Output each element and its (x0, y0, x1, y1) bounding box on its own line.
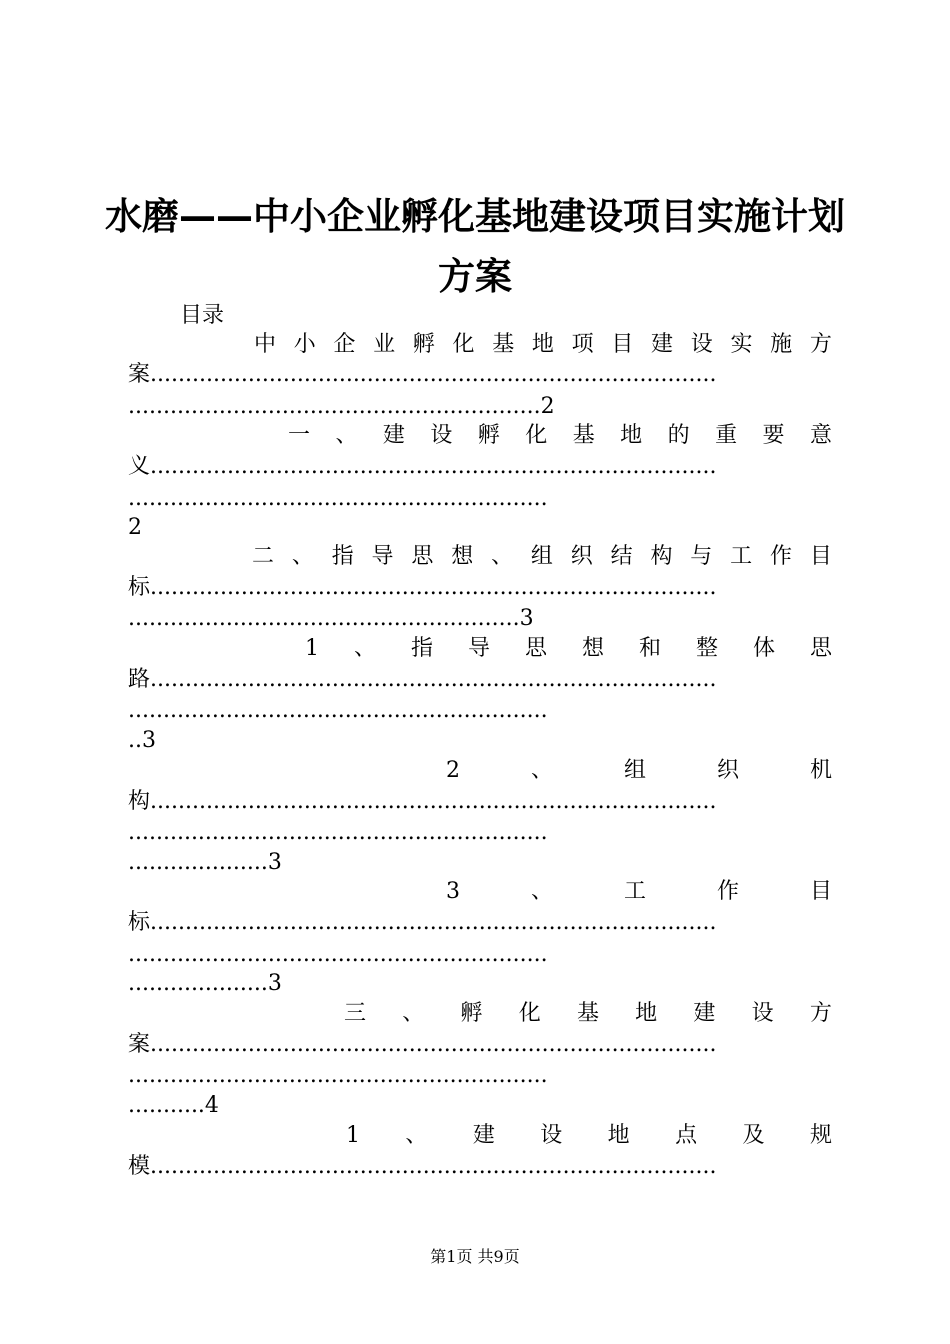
toc-entry-cont: 标 (128, 575, 151, 600)
toc-entry-title[interactable] (346, 1121, 832, 1151)
toc-entry-page: ....................3 (128, 850, 282, 875)
toc-entry-char: 设 (751, 1001, 774, 1026)
toc-entry-char: 化 (452, 332, 475, 357)
toc-entry-continuation (128, 573, 832, 603)
toc-entry-page: ....................3 (128, 971, 282, 996)
toc-entry-char: 一 (288, 423, 311, 448)
toc-entry-continuation (128, 1030, 832, 1060)
toc-entry-char: 建 (382, 423, 405, 448)
dot-leader: ...........................................................2 (128, 394, 555, 419)
toc-entry-char: 方 (809, 1001, 832, 1026)
toc-entry-char: 化 (525, 423, 548, 448)
toc-entry-char: 设 (540, 1123, 563, 1148)
toc-entry-char: 设 (430, 423, 453, 448)
toc-entry-char: 和 (638, 636, 661, 661)
dot-leader: ........................................................3 (128, 606, 534, 631)
dot-leader: ................................................................................. (150, 910, 717, 935)
toc-entry-cont: 构 (128, 789, 151, 814)
toc-entry-char: 地 (620, 423, 643, 448)
toc-entry-char: 、 (402, 1001, 425, 1026)
toc-entry-char: 重 (715, 423, 738, 448)
toc-entry-char: 设 (690, 332, 713, 357)
toc-entry-char: 实 (730, 332, 753, 357)
toc-heading: 目录 (180, 303, 225, 328)
toc-entry-char: 思 (411, 544, 434, 569)
toc-entry-page: ..3 (128, 728, 156, 753)
toc-entry-char: 地 (635, 1001, 658, 1026)
document-title-line2: 方案 (438, 255, 512, 298)
toc-entry-leader-line (128, 818, 832, 848)
toc-entry-continuation (128, 665, 832, 695)
toc-entry-char: 思 (809, 636, 832, 661)
toc-entry-char: 点 (675, 1123, 698, 1148)
toc-entry-title[interactable] (344, 999, 832, 1029)
toc-entry-char: 指 (331, 544, 354, 569)
toc-entry-char: 3 (446, 879, 460, 904)
toc-entry-char: 孵 (412, 332, 435, 357)
toc-entry-title[interactable] (446, 877, 832, 907)
dot-leader: ................................................................................. (150, 1154, 717, 1179)
toc-entry-char: 要 (762, 423, 785, 448)
toc-entry-char: 、 (353, 636, 376, 661)
toc-entry-char: 工 (623, 879, 646, 904)
toc-entry-leader-line (128, 484, 832, 514)
toc-entry-char: 的 (667, 423, 690, 448)
toc-entry-page: ...........4 (128, 1093, 219, 1118)
toc-entry-char: 组 (530, 544, 553, 569)
toc-entry-char: 1 (346, 1123, 360, 1148)
toc-entry-char: 建 (693, 1001, 716, 1026)
toc-entry-char: 孵 (477, 423, 500, 448)
toc-entry-continuation (128, 360, 832, 390)
toc-entry-char: 2 (446, 758, 460, 783)
toc-entry-char: 建 (651, 332, 674, 357)
toc-entry-char: 目 (809, 544, 832, 569)
toc-entry-leader-line (128, 696, 832, 726)
toc-entry-char: 地 (607, 1123, 630, 1148)
toc-entry-leader-line (128, 604, 832, 634)
document-title-line1: 水磨——中小企业孵化基地建设项目实施计划 (105, 195, 845, 238)
toc-entry-char: 构 (650, 544, 673, 569)
toc-entry-char: 作 (716, 879, 739, 904)
toc-entry-char: 、 (530, 879, 553, 904)
toc-entry-char: 作 (769, 544, 792, 569)
page-footer: 第1页 共9页 (430, 1247, 520, 1266)
toc-entry-char: 导 (371, 544, 394, 569)
toc-entry-continuation (128, 1152, 832, 1182)
toc-entry-char: 企 (333, 332, 356, 357)
toc-entry-char: 体 (752, 636, 775, 661)
dot-leader: ............................................................ (128, 942, 548, 967)
toc-entry-char: 基 (572, 423, 595, 448)
toc-entry-title[interactable] (254, 330, 832, 360)
toc-entry-char: 指 (410, 636, 433, 661)
dot-leader: ............................................................ (128, 698, 548, 723)
toc-entry-title[interactable] (446, 756, 832, 786)
toc-entry-leader-line (128, 1061, 832, 1091)
toc-entry-cont: 模 (128, 1154, 151, 1179)
toc-entry-char: 业 (373, 332, 396, 357)
dot-leader: ................................................................................. (150, 454, 717, 479)
toc-entry-char: 基 (576, 1001, 599, 1026)
toc-entry-continuation (128, 452, 832, 482)
dot-leader: ................................................................................. (150, 1032, 717, 1057)
toc-entry-char: 项 (571, 332, 594, 357)
toc-entry-char: 、 (291, 544, 314, 569)
toc-entry-leader-line (128, 392, 832, 422)
toc-entry-char: 整 (695, 636, 718, 661)
toc-entry-char: 织 (570, 544, 593, 569)
toc-entry-cont: 案 (128, 1032, 151, 1057)
toc-entry-char: 织 (716, 758, 739, 783)
toc-entry-char: 规 (809, 1123, 832, 1148)
toc-entry-char: 工 (730, 544, 753, 569)
toc-entry-char: 孵 (460, 1001, 483, 1026)
toc-entry-char: 、 (405, 1123, 428, 1148)
toc-entry-char: 及 (742, 1123, 765, 1148)
dot-leader: ................................................................................. (150, 362, 717, 387)
toc-entry-char: 方 (809, 332, 832, 357)
toc-entry-title[interactable] (305, 634, 832, 664)
dot-leader: ................................................................................. (150, 667, 717, 692)
toc-entry-continuation (128, 787, 832, 817)
toc-entry-char: 想 (451, 544, 474, 569)
toc-entry-cont: 标 (128, 910, 151, 935)
toc-entry-char: 二 (252, 544, 275, 569)
toc-entry-continuation (128, 908, 832, 938)
toc-entry-char: 想 (581, 636, 604, 661)
dot-leader: ............................................................ (128, 486, 548, 511)
toc-entry-title[interactable] (288, 421, 832, 451)
dot-leader: ................................................................................. (150, 575, 717, 600)
toc-entry-char: 意 (809, 423, 832, 448)
toc-entry-char: 小 (293, 332, 316, 357)
toc-entry-char: 目 (809, 879, 832, 904)
toc-entry-char: 1 (305, 636, 319, 661)
toc-entry-char: 、 (491, 544, 514, 569)
toc-entry-char: 组 (623, 758, 646, 783)
toc-entry-cont: 义 (128, 454, 151, 479)
toc-entry-char: 基 (492, 332, 515, 357)
toc-entry-char: 三 (344, 1001, 367, 1026)
toc-entry-char: 与 (690, 544, 713, 569)
dot-leader: ............................................................ (128, 820, 548, 845)
toc-entry-page: 2 (128, 515, 142, 540)
toc-entry-char: 、 (335, 423, 358, 448)
toc-entry-char: 地 (531, 332, 554, 357)
toc-entry-char: 导 (467, 636, 490, 661)
toc-entry-char: 中 (254, 332, 277, 357)
toc-entry-cont: 路 (128, 667, 151, 692)
toc-entry-cont: 案 (128, 362, 151, 387)
toc-entry-char: 思 (524, 636, 547, 661)
toc-entry-char: 机 (809, 758, 832, 783)
toc-entry-char: 结 (610, 544, 633, 569)
toc-entry-title[interactable] (252, 542, 832, 572)
toc-entry-leader-line (128, 940, 832, 970)
toc-entry-char: 目 (611, 332, 634, 357)
toc-entry-char: 、 (530, 758, 553, 783)
toc-entry-char: 建 (472, 1123, 495, 1148)
dot-leader: ................................................................................. (150, 789, 717, 814)
toc-entry-char: 化 (518, 1001, 541, 1026)
toc-entry-char: 施 (770, 332, 793, 357)
dot-leader: ............................................................ (128, 1063, 548, 1088)
